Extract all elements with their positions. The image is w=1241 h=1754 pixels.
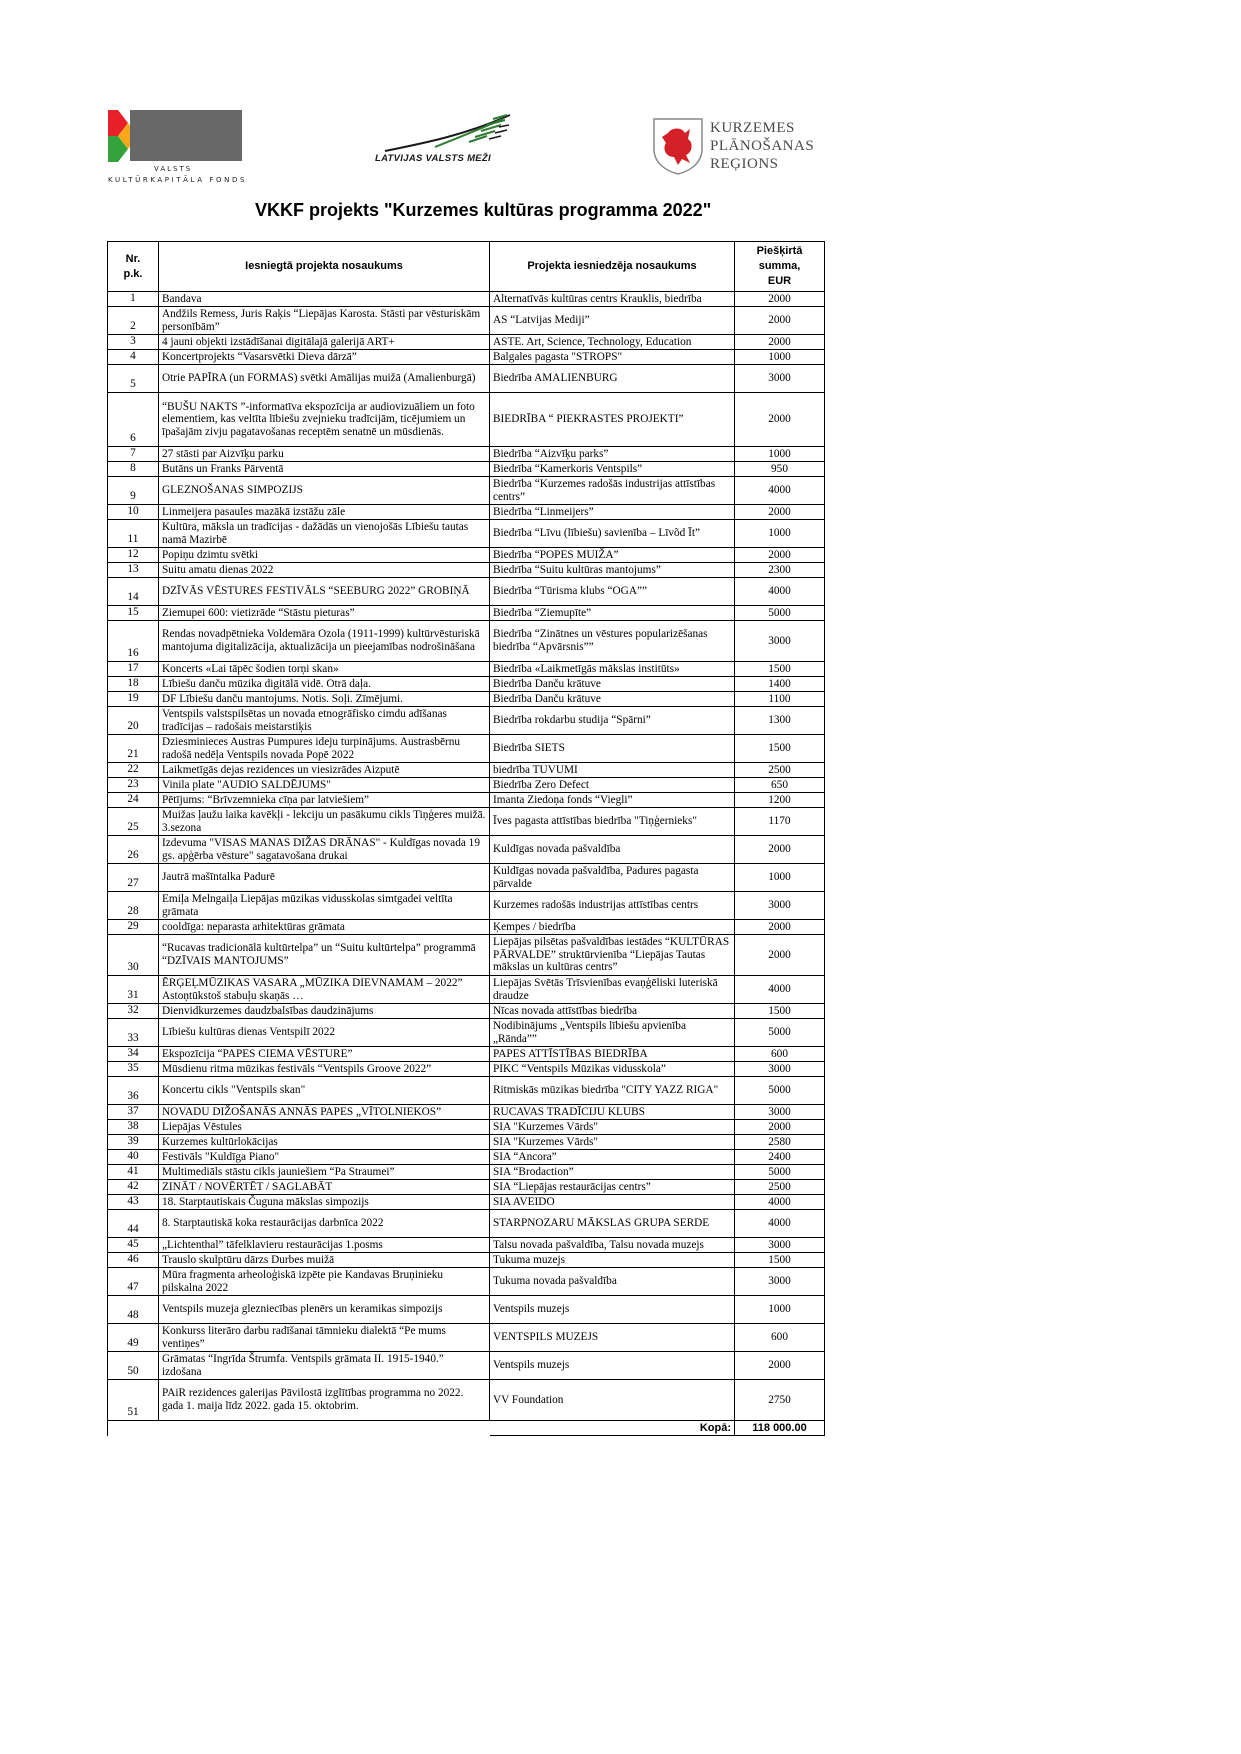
cell-applicant: Balgales pagasta "STROPS" (490, 350, 735, 365)
cell-nr: 14 (108, 578, 159, 606)
cell-amount: 1500 (735, 1253, 825, 1268)
projects-table-container (107, 241, 825, 1436)
cell-amount: 1000 (735, 1296, 825, 1324)
table-row (108, 935, 825, 976)
cell-project: „Lichtenthal” tāfelklavieru restaurācijas 1.posms (159, 1238, 490, 1253)
cell-project: Mūsdienu ritma mūzikas festivāls “Ventspils Groove 2022” (159, 1062, 490, 1077)
table-row (108, 393, 825, 447)
cell-applicant: Biedrība “Ziemupīte” (490, 606, 735, 621)
cell-amount: 4000 (735, 477, 825, 505)
cell-nr: 6 (108, 393, 159, 447)
cell-applicant: Biedrība “Tūrisma klubs “OGA”” (490, 578, 735, 606)
kpr-logo-line3: REĢIONS (710, 156, 779, 172)
vkkf-logo-line2: KULTŪRKAPITĀLA FONDS (108, 176, 248, 184)
cell-nr: 10 (108, 505, 159, 520)
cell-nr: 28 (108, 892, 159, 920)
table-row (108, 1077, 825, 1105)
cell-nr: 5 (108, 365, 159, 393)
cell-nr: 43 (108, 1195, 159, 1210)
cell-project: Ventspils muzeja glezniecības plenērs un keramikas simpozijs (159, 1296, 490, 1324)
cell-project: Pētījums: “Brīvzemnieka cīņa par latviešiem” (159, 793, 490, 808)
cell-amount: 1500 (735, 1004, 825, 1019)
cell-applicant: BIEDRĪBA “ PIEKRASTES PROJEKTI” (490, 393, 735, 447)
cell-nr: 24 (108, 793, 159, 808)
cell-applicant: Biedrība Danču krātuve (490, 677, 735, 692)
cell-amount: 4000 (735, 1195, 825, 1210)
table-row (108, 1165, 825, 1180)
table-row (108, 677, 825, 692)
header-amount-line3: EUR (767, 275, 792, 287)
kpr-shield-icon (652, 117, 704, 175)
cell-applicant: Biedrība “Zinātnes un vēstures popularizēšanas biedrība “Apvārsnis”” (490, 621, 735, 662)
cell-nr: 42 (108, 1180, 159, 1195)
cell-project: Dziesminieces Austras Pumpures ideju turpinājums. Austrasbērnu radošā nedēļa Ventspils novada Popē 2022 (159, 735, 490, 763)
cell-applicant: SIA "Kurzemes Vārds" (490, 1120, 735, 1135)
cell-project: Vinila plate "AUDIO SALDĒJUMS" (159, 778, 490, 793)
cell-nr: 1 (108, 292, 159, 307)
cell-applicant: Biedrība “Aizvīķu parks” (490, 447, 735, 462)
cell-applicant: Biedrība Zero Defect (490, 778, 735, 793)
cell-nr: 41 (108, 1165, 159, 1180)
cell-project: Liepājas Vēstules (159, 1120, 490, 1135)
cell-amount: 4000 (735, 1210, 825, 1238)
table-row (108, 505, 825, 520)
cell-nr: 13 (108, 563, 159, 578)
table-row (108, 1150, 825, 1165)
cell-amount: 2000 (735, 548, 825, 563)
cell-applicant: Kurzemes radošās industrijas attīstības centrs (490, 892, 735, 920)
cell-applicant: Biedrība “Kamerkoris Ventspils” (490, 462, 735, 477)
header-amount (735, 242, 825, 292)
cell-applicant: Alternatīvās kultūras centrs Krauklis, biedrība (490, 292, 735, 307)
cell-nr: 18 (108, 677, 159, 692)
cell-applicant: Biedrība rokdarbu studija “Spārni” (490, 707, 735, 735)
cell-amount: 1000 (735, 864, 825, 892)
table-row (108, 892, 825, 920)
lvm-tree-icon (375, 113, 525, 153)
table-row (108, 335, 825, 350)
cell-project: Trauslo skulptūru dārzs Durbes muižā (159, 1253, 490, 1268)
cell-project: Otrie PAPĪRA (un FORMAS) svētki Amālijas muižā (Amalienburgā) (159, 365, 490, 393)
table-row (108, 836, 825, 864)
cell-project: “Rucavas tradicionālā kultūrtelpa” un “Suitu kultūrtelpa” programmā “DZĪVAIS MANTOJUMS” (159, 935, 490, 976)
cell-applicant: SIA “Liepājas restaurācijas centrs” (490, 1180, 735, 1195)
total-blank-1 (108, 1421, 159, 1436)
header-project: Iesniegtā projekta nosaukums (159, 242, 490, 292)
cell-applicant: Ritmiskās mūzikas biedrība "CITY YAZZ RIGA" (490, 1077, 735, 1105)
table-row (108, 520, 825, 548)
cell-nr: 39 (108, 1135, 159, 1150)
cell-amount: 3000 (735, 892, 825, 920)
table-row (108, 1253, 825, 1268)
cell-amount: 950 (735, 462, 825, 477)
table-row (108, 920, 825, 935)
cell-project: Jautrā mašīntalka Padurē (159, 864, 490, 892)
cell-applicant: Ventspils muzejs (490, 1296, 735, 1324)
table-row (108, 1195, 825, 1210)
table-row (108, 976, 825, 1004)
table-row (108, 1324, 825, 1352)
cell-project: Koncerts «Lai tāpēc šodien torņi skan» (159, 662, 490, 677)
cell-project: Dienvidkurzemes daudzbalsības daudzinājums (159, 1004, 490, 1019)
cell-nr: 8 (108, 462, 159, 477)
cell-nr: 38 (108, 1120, 159, 1135)
document-title: VKKF projekts "Kurzemes kultūras programma 2022" (255, 200, 712, 220)
header-nr-line2: p.k. (123, 267, 143, 280)
cell-project: Linmeijera pasaules mazākā izstāžu zāle (159, 505, 490, 520)
cell-applicant: Biedrība “Suitu kultūras mantojums” (490, 563, 735, 578)
cell-amount: 1500 (735, 662, 825, 677)
table-row (108, 307, 825, 335)
kpr-logo-line1: KURZEMES (710, 120, 795, 136)
cell-nr: 47 (108, 1268, 159, 1296)
cell-applicant: Tukuma novada pašvaldība (490, 1268, 735, 1296)
cell-nr: 40 (108, 1150, 159, 1165)
cell-amount: 1000 (735, 447, 825, 462)
header-applicant: Projekta iesniedzēja nosaukums (490, 242, 735, 292)
cell-amount: 5000 (735, 606, 825, 621)
table-row (108, 1210, 825, 1238)
lvm-logo (375, 113, 525, 175)
cell-applicant: PIKC “Ventspils Mūzikas vidusskola” (490, 1062, 735, 1077)
cell-project: Andžils Remess, Juris Raķis “Liepājas Karosta. Stāsti par vēsturiskām personībām” (159, 307, 490, 335)
header-amount-line2: summa, (758, 260, 801, 272)
cell-nr: 20 (108, 707, 159, 735)
cell-applicant: Biedrība «Laikmetīgās mākslas institūts» (490, 662, 735, 677)
cell-nr: 32 (108, 1004, 159, 1019)
cell-applicant: VENTSPILS MUZEJS (490, 1324, 735, 1352)
cell-applicant: Biedrība “Līvu (lībiešu) savienība – Līvõd Īt” (490, 520, 735, 548)
cell-project: 18. Starptautiskais Čuguna mākslas simpozijs (159, 1195, 490, 1210)
cell-amount: 2000 (735, 335, 825, 350)
cell-applicant: Liepājas Svētās Trīsvienības evaņģēliski luteriskā draudze (490, 976, 735, 1004)
vkkf-logo-block (130, 110, 242, 161)
cell-amount: 2750 (735, 1380, 825, 1421)
cell-project: 8. Starptautiskā koka restaurācijas darbnīca 2022 (159, 1210, 490, 1238)
cell-project: Bandava (159, 292, 490, 307)
table-row (108, 1135, 825, 1150)
cell-project: Laikmetīgās dejas rezidences un viesizrādes Aizputē (159, 763, 490, 778)
cell-project: DZĪVĀS VĒSTURES FESTIVĀLS “SEEBURG 2022” GROBIŅĀ (159, 578, 490, 606)
cell-nr: 33 (108, 1019, 159, 1047)
cell-applicant: AS “Latvijas Mediji” (490, 307, 735, 335)
cell-project: Koncertprojekts “Vasarsvētki Dieva dārzā” (159, 350, 490, 365)
cell-project: Popiņu dzimtu svētki (159, 548, 490, 563)
cell-nr: 9 (108, 477, 159, 505)
lvm-logo-text: LATVIJAS VALSTS MEŽI (375, 153, 491, 164)
kpr-logo-line2: PLĀNOŠANAS (710, 138, 815, 154)
table-row (108, 365, 825, 393)
table-row (108, 1105, 825, 1120)
cell-applicant: SIA “Brodaction” (490, 1165, 735, 1180)
cell-project: Koncertu cikls "Ventspils skan" (159, 1077, 490, 1105)
cell-amount: 650 (735, 778, 825, 793)
cell-amount: 2000 (735, 935, 825, 976)
cell-nr: 44 (108, 1210, 159, 1238)
cell-project: Kurzemes kultūrlokācijas (159, 1135, 490, 1150)
cell-project: ZINĀT / NOVĒRTĒT / SAGLABĀT (159, 1180, 490, 1195)
cell-applicant: ASTE. Art, Science, Technology, Education (490, 335, 735, 350)
table-row (108, 578, 825, 606)
cell-nr: 29 (108, 920, 159, 935)
cell-nr: 26 (108, 836, 159, 864)
cell-project: Konkurss literāro darbu radīšanai tāmnieku dialektā “Pe mums ventiņes” (159, 1324, 490, 1352)
cell-nr: 51 (108, 1380, 159, 1421)
cell-applicant: SIA AVEIDO (490, 1195, 735, 1210)
cell-nr: 50 (108, 1352, 159, 1380)
cell-nr: 25 (108, 808, 159, 836)
cell-amount: 2400 (735, 1150, 825, 1165)
cell-nr: 4 (108, 350, 159, 365)
cell-nr: 46 (108, 1253, 159, 1268)
cell-nr: 27 (108, 864, 159, 892)
cell-project: Ekspozīcija “PAPES CIEMA VĒSTURE” (159, 1047, 490, 1062)
cell-amount: 2500 (735, 763, 825, 778)
header-nr-line1: Nr. (125, 252, 141, 265)
cell-project: Ziemupei 600: vietizrāde “Stāstu pieturas” (159, 606, 490, 621)
table-row (108, 864, 825, 892)
table-row (108, 778, 825, 793)
vkkf-logo (108, 110, 248, 185)
table-row (108, 1296, 825, 1324)
cell-applicant: Biedrība “Linmeijers” (490, 505, 735, 520)
cell-project: PAiR rezidences galerijas Pāvilostā izglītības programma no 2022. gada 1. maija līdz 2022. gada 15. oktobrim. (159, 1380, 490, 1421)
table-row (108, 1004, 825, 1019)
cell-applicant: Liepājas pilsētas pašvaldības iestādes “KULTŪRAS PĀRVALDE” struktūrvienība “Liepājas Tautas mākslas un kultūras centrs” (490, 935, 735, 976)
cell-applicant: Īves pagasta attīstības biedrība "Tiņģernieks" (490, 808, 735, 836)
cell-amount: 2580 (735, 1135, 825, 1150)
table-row (108, 563, 825, 578)
cell-applicant: VV Foundation (490, 1380, 735, 1421)
cell-amount: 2000 (735, 920, 825, 935)
cell-applicant: SIA “Ancora” (490, 1150, 735, 1165)
cell-amount: 1500 (735, 735, 825, 763)
table-row (108, 1180, 825, 1195)
table-row (108, 808, 825, 836)
table-body (108, 292, 825, 1421)
cell-amount: 3000 (735, 1268, 825, 1296)
cell-amount: 5000 (735, 1165, 825, 1180)
table-header-row (108, 242, 825, 292)
table-row (108, 548, 825, 563)
cell-nr: 19 (108, 692, 159, 707)
cell-nr: 22 (108, 763, 159, 778)
cell-applicant: Biedrība “POPES MUIŽA” (490, 548, 735, 563)
cell-applicant: Ventspils muzejs (490, 1352, 735, 1380)
cell-amount: 4000 (735, 578, 825, 606)
cell-project: 27 stāsti par Aizvīķu parku (159, 447, 490, 462)
cell-amount: 600 (735, 1324, 825, 1352)
cell-project: cooldīga: neparasta arhitektūras grāmata (159, 920, 490, 935)
cell-project: ĒRĢEĻMŪZIKAS VASARA „MŪZIKA DIEVNAMAM – 2022” Astoņtūkstoš stabuļu skaņās … (159, 976, 490, 1004)
cell-project: Lībiešu danču mūzika digitālā vidē. Otrā daļa. (159, 677, 490, 692)
table-row (108, 292, 825, 307)
table-row (108, 662, 825, 677)
kpr-logo (652, 117, 822, 179)
total-row (108, 1421, 825, 1436)
cell-applicant: Biedrība AMALIENBURG (490, 365, 735, 393)
table-row (108, 1380, 825, 1421)
cell-nr: 16 (108, 621, 159, 662)
cell-amount: 2000 (735, 307, 825, 335)
cell-project: Rendas novadpētnieka Voldemāra Ozola (1911-1999) kultūrvēsturiskā mantojuma digitalizācija, aktualizācija un pieejamības nodrošināšana (159, 621, 490, 662)
cell-amount: 5000 (735, 1019, 825, 1047)
cell-amount: 2000 (735, 393, 825, 447)
cell-nr: 7 (108, 447, 159, 462)
cell-nr: 21 (108, 735, 159, 763)
cell-amount: 2500 (735, 1180, 825, 1195)
cell-project: 4 jauni objekti izstādīšanai digitālajā galerijā ART+ (159, 335, 490, 350)
table-row (108, 350, 825, 365)
cell-amount: 3000 (735, 621, 825, 662)
cell-amount: 2000 (735, 1120, 825, 1135)
header-amount-line1: Piešķirtā (756, 245, 803, 257)
total-value: 118 000.00 (735, 1421, 825, 1436)
table-row (108, 621, 825, 662)
cell-applicant: Kuldīgas novada pašvaldība (490, 836, 735, 864)
total-blank-2 (159, 1421, 490, 1436)
total-label: Kopā: (490, 1421, 735, 1436)
cell-nr: 23 (108, 778, 159, 793)
cell-amount: 2000 (735, 836, 825, 864)
table-row (108, 1047, 825, 1062)
cell-applicant: biedrība TUVUMI (490, 763, 735, 778)
cell-amount: 3000 (735, 1105, 825, 1120)
cell-applicant: RUCAVAS TRADĪCIJU KLUBS (490, 1105, 735, 1120)
cell-nr: 49 (108, 1324, 159, 1352)
cell-nr: 3 (108, 335, 159, 350)
cell-applicant: Biedrība “Kurzemes radošās industrijas attīstības centrs” (490, 477, 735, 505)
logos-area (0, 0, 1241, 200)
table-row (108, 1019, 825, 1047)
table-row (108, 763, 825, 778)
projects-table (107, 241, 825, 1436)
header-nr (108, 242, 159, 292)
cell-project: Izdevuma "VISAS MANAS DIŽAS DRĀNAS" - Kuldīgas novada 19 gs. apģērba vēsture" sagatavošana drukai (159, 836, 490, 864)
cell-applicant: Nīcas novada attīstības biedrība (490, 1004, 735, 1019)
cell-nr: 17 (108, 662, 159, 677)
cell-amount: 2300 (735, 563, 825, 578)
table-row (108, 477, 825, 505)
table-row (108, 462, 825, 477)
cell-project: Butāns un Franks Pārventā (159, 462, 490, 477)
cell-amount: 5000 (735, 1077, 825, 1105)
vkkf-logo-line1: VALSTS (154, 165, 193, 173)
cell-project: Multimediāls stāstu cikls jauniešiem “Pa Straumei” (159, 1165, 490, 1180)
cell-amount: 1200 (735, 793, 825, 808)
cell-project: NOVADU DIŽOŠANĀS ANNĀS PAPES „VĪTOLNIEKOS” (159, 1105, 490, 1120)
cell-nr: 2 (108, 307, 159, 335)
cell-nr: 15 (108, 606, 159, 621)
cell-nr: 48 (108, 1296, 159, 1324)
cell-project: GLEZNOŠANAS SIMPOZIJS (159, 477, 490, 505)
cell-applicant: Biedrība SIETS (490, 735, 735, 763)
cell-amount: 4000 (735, 976, 825, 1004)
kpr-logo-text (710, 119, 814, 173)
cell-applicant: SIA "Kurzemes Vārds" (490, 1135, 735, 1150)
cell-project: “BUŠU NAKTS ”-informatīva ekspozīcija ar audiovizuāliem un foto elementiem, kas veltīta lībiešu zvejnieku tradīcijām, ticējumiem un īpašajām zivju pagatavošanas receptēm senatnē un mūsdienās. (159, 393, 490, 447)
table-row (108, 735, 825, 763)
cell-project: Emiļa Melngaiļa Liepājas mūzikas vidusskolas simtgadei veltīta grāmata (159, 892, 490, 920)
cell-nr: 36 (108, 1077, 159, 1105)
cell-amount: 1170 (735, 808, 825, 836)
cell-amount: 3000 (735, 1062, 825, 1077)
cell-amount: 1000 (735, 350, 825, 365)
cell-applicant: Ķempes / biedrība (490, 920, 735, 935)
cell-applicant: Biedrība Danču krātuve (490, 692, 735, 707)
cell-nr: 31 (108, 976, 159, 1004)
cell-nr: 35 (108, 1062, 159, 1077)
cell-nr: 37 (108, 1105, 159, 1120)
cell-applicant: Tukuma muzejs (490, 1253, 735, 1268)
cell-project: Grāmatas “Ingrīda Štrumfa. Ventspils grāmata II. 1915-1940.” izdošana (159, 1352, 490, 1380)
cell-applicant: PAPES ATTĪSTĪBAS BIEDRĪBA (490, 1047, 735, 1062)
cell-nr: 12 (108, 548, 159, 563)
table-row (108, 1120, 825, 1135)
table-row (108, 447, 825, 462)
table-row (108, 1238, 825, 1253)
cell-amount: 2000 (735, 1352, 825, 1380)
cell-amount: 2000 (735, 505, 825, 520)
cell-amount: 1100 (735, 692, 825, 707)
table-row (108, 692, 825, 707)
cell-project: Kultūra, māksla un tradīcijas - dažādās un vienojošās Lībiešu tautas namā Mazirbē (159, 520, 490, 548)
cell-applicant: Nodibinājums „Ventspils lībiešu apvienība „Rānda”” (490, 1019, 735, 1047)
cell-project: Suitu amatu dienas 2022 (159, 563, 490, 578)
cell-project: DF Lībiešu danču mantojums. Notis. Soļi. Zīmējumi. (159, 692, 490, 707)
cell-amount: 3000 (735, 365, 825, 393)
cell-nr: 11 (108, 520, 159, 548)
table-row (108, 793, 825, 808)
table-row (108, 707, 825, 735)
cell-amount: 1300 (735, 707, 825, 735)
cell-nr: 30 (108, 935, 159, 976)
cell-applicant: Talsu novada pašvaldība, Talsu novada muzejs (490, 1238, 735, 1253)
cell-project: Lībiešu kultūras dienas Ventspilī 2022 (159, 1019, 490, 1047)
cell-project: Mūra fragmenta arheoloģiskā izpēte pie Kandavas Bruņinieku pilskalna 2022 (159, 1268, 490, 1296)
cell-project: Festivāls "Kuldīga Piano" (159, 1150, 490, 1165)
table-row (108, 1268, 825, 1296)
cell-applicant: Kuldīgas novada pašvaldība, Padures pagasta pārvalde (490, 864, 735, 892)
cell-project: Muižas ļaužu laika kavēkļi - lekciju un pasākumu cikls Tiņģeres muižā. 3.sezona (159, 808, 490, 836)
cell-applicant: Imanta Ziedoņa fonds “Viegli” (490, 793, 735, 808)
cell-amount: 600 (735, 1047, 825, 1062)
cell-nr: 34 (108, 1047, 159, 1062)
cell-nr: 45 (108, 1238, 159, 1253)
table-row (108, 1352, 825, 1380)
cell-applicant: STARPNOZARU MĀKSLAS GRUPA SERDE (490, 1210, 735, 1238)
cell-project: Ventspils valstspilsētas un novada etnogrāfisko cimdu adīšanas tradīcijas – radošais meistarstiķis (159, 707, 490, 735)
cell-amount: 1000 (735, 520, 825, 548)
table-row (108, 1062, 825, 1077)
cell-amount: 2000 (735, 292, 825, 307)
table-row (108, 606, 825, 621)
cell-amount: 1400 (735, 677, 825, 692)
cell-amount: 3000 (735, 1238, 825, 1253)
